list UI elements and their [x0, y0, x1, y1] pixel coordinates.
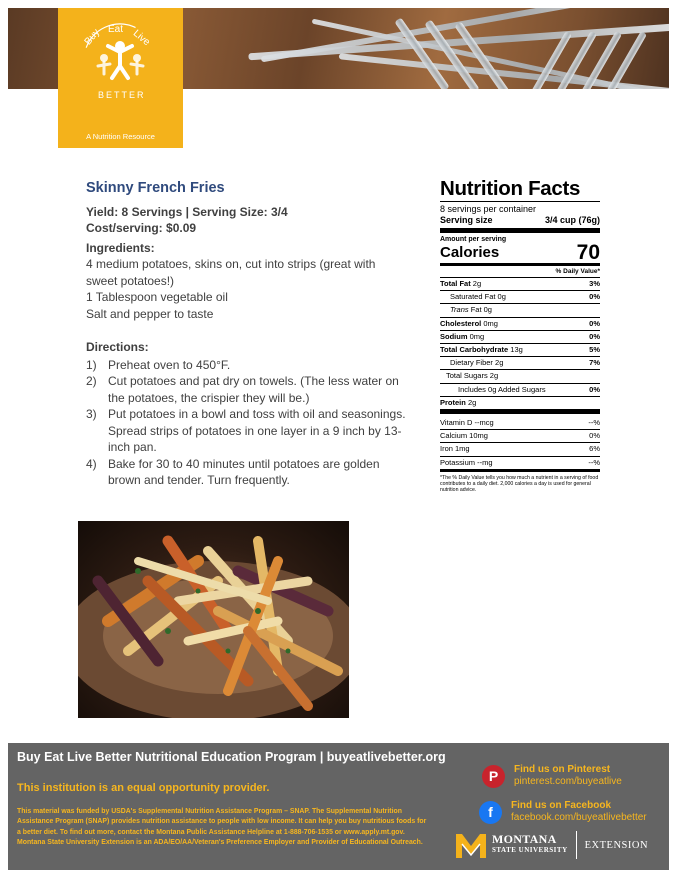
nutrient-amount: 2g: [472, 279, 482, 288]
facebook-url: facebook.com/buyeatlivebetter: [511, 812, 647, 823]
vitamin-row: [440, 457, 600, 469]
calories-label: Calories: [440, 244, 500, 261]
nutrient-pct: 0%: [589, 384, 600, 394]
nutrition-facts-title: Nutrition Facts: [440, 178, 600, 202]
nutrient-label: Total Sugars: [446, 371, 488, 381]
recipe-section: [86, 180, 406, 489]
nutrient-label: Total Carbohydrate: [440, 345, 509, 355]
ingredient-item: 4 medium potatoes, skins on, cut into strips (great with sweet potatoes!): [86, 257, 376, 288]
nutrient-pct: 0%: [589, 331, 600, 341]
pinterest-url: pinterest.com/buyeatlive: [514, 776, 622, 787]
serving-size-value: 3/4 cup (76g): [544, 215, 600, 225]
nutrient-label: Includes 0g Added Sugars: [458, 384, 546, 394]
program-line: Buy Eat Live Better Nutritional Education Program | buyeatlivebetter.org: [17, 750, 446, 764]
nutrient-label: Dietary Fiber: [450, 358, 493, 368]
saturated-fat-row: [440, 291, 600, 304]
nutrient-amount: 2g: [489, 371, 499, 381]
nutrient-amount: Fat 0g: [470, 305, 492, 315]
vitamins-section: [440, 417, 600, 469]
ingredient-item: Salt and pepper to taste: [86, 306, 214, 321]
sodium-row: [440, 331, 600, 344]
nutrient-label: Trans: [450, 305, 469, 315]
nutrient-pct: 5%: [589, 345, 600, 355]
nutrient-amount: 2g: [495, 358, 504, 368]
vitamin-pct: 6%: [589, 444, 600, 454]
vitamin-row: [440, 443, 600, 456]
step-number: 3): [86, 407, 97, 421]
buy-eat-live-better-logo: [58, 8, 183, 148]
nutrient-amount: 0mg: [483, 318, 498, 328]
ingredient-item: 1 Tablespoon vegetable oil: [86, 290, 228, 304]
nutrient-pct: 7%: [589, 358, 600, 368]
logo-figures-icon: [80, 18, 160, 102]
directions-heading: Directions:: [86, 340, 149, 354]
msu-divider: [576, 831, 577, 859]
nutrient-amount: 0mg: [469, 331, 485, 341]
total-sugars-row: [440, 370, 600, 383]
direction-step: [86, 406, 406, 456]
added-sugars-row: [440, 384, 600, 397]
servings-per-container: 8 servings per container: [440, 204, 537, 214]
total-fat-row: [440, 278, 600, 291]
vitamin-pct: 0%: [589, 431, 600, 441]
nutrient-label: Saturated Fat: [450, 292, 496, 302]
calories-value: 70: [576, 241, 600, 264]
step-text: Put potatoes in a bowl and toss with oil and seasonings. Spread strips of potatoes in one layer in a 9 inch by 13-inch pan.: [108, 407, 406, 454]
recipe-yield: Yield: 8 Servings | Serving Size: 3/4: [86, 204, 288, 219]
nutrient-label: Cholesterol: [440, 318, 482, 328]
nutrition-footnote: *The % Daily Value tells you how much a nutrient in a serving of food contributes to a daily diet. 2,000 calories a day is used for general nutrition advice.: [440, 469, 600, 494]
trans-fat-row: [440, 304, 600, 317]
pinterest-icon: P: [482, 765, 505, 788]
cholesterol-row: [440, 318, 600, 331]
step-number: 4): [86, 456, 97, 471]
recipe-cost: Cost/serving: $0.09: [86, 221, 197, 235]
footer: [8, 743, 669, 870]
msu-extension-logo: [454, 827, 664, 863]
serving-size-label: Serving size: [440, 215, 493, 225]
direction-step: [86, 456, 406, 489]
logo-tagline: A Nutrition Resource: [86, 132, 155, 141]
directions-list: [86, 357, 406, 489]
nutrient-label: Protein: [440, 397, 466, 407]
protein-row: [440, 397, 600, 414]
step-text: Preheat oven to 450°F.: [108, 357, 231, 372]
direction-step: [86, 373, 406, 406]
recipe-title: Skinny French Fries: [86, 180, 225, 196]
vitamin-row: [440, 417, 600, 430]
step-number: 1): [86, 357, 97, 372]
ingredients-list: [86, 256, 406, 322]
msu-m-icon: [454, 830, 488, 860]
amount-per-serving: Amount per serving: [440, 236, 507, 243]
nutrient-amount: 13g: [510, 345, 523, 355]
fries-illustration: [78, 521, 349, 718]
svg-text:Buy: Buy: [82, 27, 103, 48]
vitamin-row: [440, 430, 600, 443]
pinterest-link[interactable]: [482, 764, 667, 788]
pinterest-heading: Find us on Pinterest: [514, 764, 611, 775]
facebook-link[interactable]: [479, 800, 664, 824]
french-fries-photo: [78, 521, 349, 718]
msu-extension-label: EXTENSION: [584, 839, 649, 851]
svg-text:Live: Live: [130, 27, 152, 49]
facebook-heading: Find us on Facebook: [511, 800, 612, 811]
vitamin-label: Potassium --mg: [440, 457, 493, 467]
step-number: 2): [86, 374, 97, 388]
nutrient-pct: 0%: [589, 318, 600, 328]
dietary-fiber-row: [440, 357, 600, 370]
ingredients-heading: Ingredients:: [86, 240, 155, 255]
nutrient-label: Total Fat: [440, 279, 471, 288]
daily-value-header: % Daily Value*: [440, 266, 600, 278]
nutrient-label: Sodium: [440, 331, 468, 341]
msu-name-bottom: STATE UNIVERSITY: [492, 846, 568, 854]
total-carbohydrate-row: [440, 344, 600, 357]
msu-name-top: MONTANA: [492, 832, 557, 846]
nutrient-pct: 0%: [589, 292, 600, 302]
vitamin-label: Calcium 10mg: [440, 431, 488, 441]
direction-step: [86, 357, 406, 374]
vitamin-pct: --%: [588, 457, 600, 467]
serving-size-row: [440, 215, 600, 233]
step-text: Cut potatoes and pat dry on towels. (The less water on the potatoes, the crispier they will be.): [108, 374, 399, 405]
calories-row: [440, 243, 600, 266]
nutrient-pct: 3%: [589, 279, 600, 288]
nutrient-amount: 2g: [467, 397, 477, 407]
nutrition-facts-label: [440, 178, 600, 494]
nutrient-amount: 0g: [497, 292, 506, 302]
vitamin-pct: --%: [588, 418, 600, 428]
facebook-icon: f: [479, 801, 502, 824]
vitamin-label: Vitamin D --mcg: [440, 418, 494, 428]
step-text: Bake for 30 to 40 minutes until potatoes are golden brown and tender. Turn frequently.: [108, 456, 380, 487]
svg-text:BETTER: BETTER: [98, 90, 146, 100]
vitamin-label: Iron 1mg: [440, 444, 470, 454]
funding-statement: This material was funded by USDA's Supplemental Nutrition Assistance Program – SNAP. The Supplemental Nutrition Assistance Program (SNAP) provides nutrition assistance to people with low income. It can help you buy nutritious foods for a better diet. To find out more, contact the Montana Public Assistance Helpline at 1-888-706-1535 or www.apply.mt.gov. Montana State University Extension is an ADA/EO/AA/Veteran's Preference Employer and Provider of Educational Outreach.: [17, 808, 427, 846]
svg-text:Eat: Eat: [108, 24, 124, 35]
equal-opportunity-statement: This institution is an equal opportunity provider.: [17, 782, 270, 794]
